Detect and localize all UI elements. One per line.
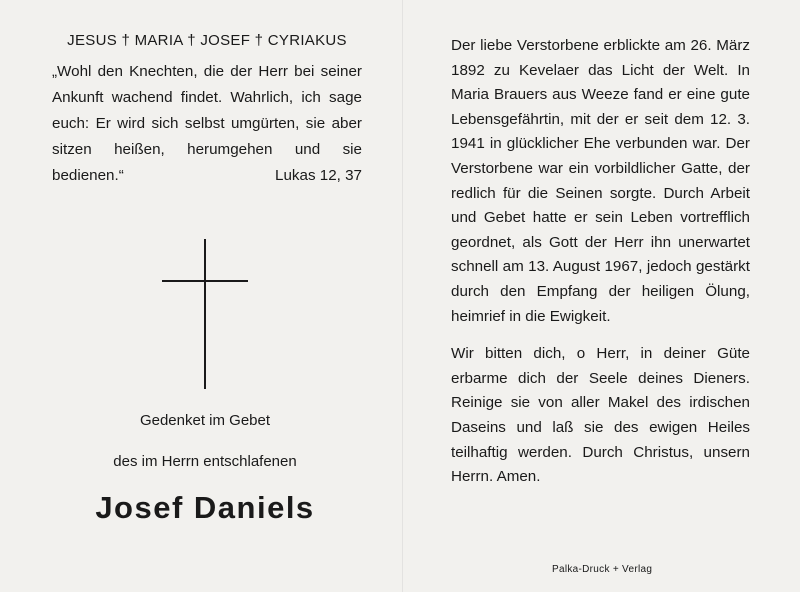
scripture-quote [52,59,362,189]
prayer-paragraph: Wir bitten dich, o Herr, in deiner Güte erbarme dich der Seele deines Dieners. Reinige sie von aller Makel des irdischen Daseins und laß sie des ewigen Heiles teilhaftig werden. Durch Christus, unsern Herrn. Amen. [451,345,750,486]
quote-reference: Lukas 12, 37 [275,167,362,184]
right-panel [451,34,750,490]
cross-vertical-beam [204,239,206,389]
deceased-name: Josef Daniels [95,490,315,525]
cross-horizontal-beam [162,280,248,282]
remembrance-line-1: Gedenket im Gebet [139,412,271,429]
biography-paragraph: Der liebe Verstorbene erblickte am 26. März 1892 zu Kevelaer das Licht der Welt. In Maria Brauers aus Weeze fand er eine gute Lebensgefährtin, mit der er seit dem 12. 3. 1941 in glücklicher Ehe verbunden war. Der Verstorbene war ein vorbildlicher Gatte, der redlich für die Seinen sorgte. Durch Arbeit und Gebet hatte er sein Leben vortrefflich geordnet, als Gott der Herr ihn unerwartet schnell am 13. August 1967, jedoch gestärkt durch den Empfang der heiligen Ölung, heimrief in die Ewigkeit. [451,37,750,325]
cross-icon [162,239,248,389]
printer-imprint: Palka-Druck + Verlag [552,564,653,575]
remembrance-line-2: des im Herrn entschlafenen [113,453,297,470]
holy-names-heading: JESUS † MARIA † JOSEF † CYRIAKUS [67,32,347,49]
fold-line [402,0,403,592]
left-panel [52,32,362,189]
quote-text: „Wohl den Knechten, die der Herr bei seiner Ankunft wachend findet. Wahrlich, ich sage euch: Er wird sich selbst umgürten, sie aber sitzen heißen, herumgehen und sie bedienen.“ [52,63,362,184]
